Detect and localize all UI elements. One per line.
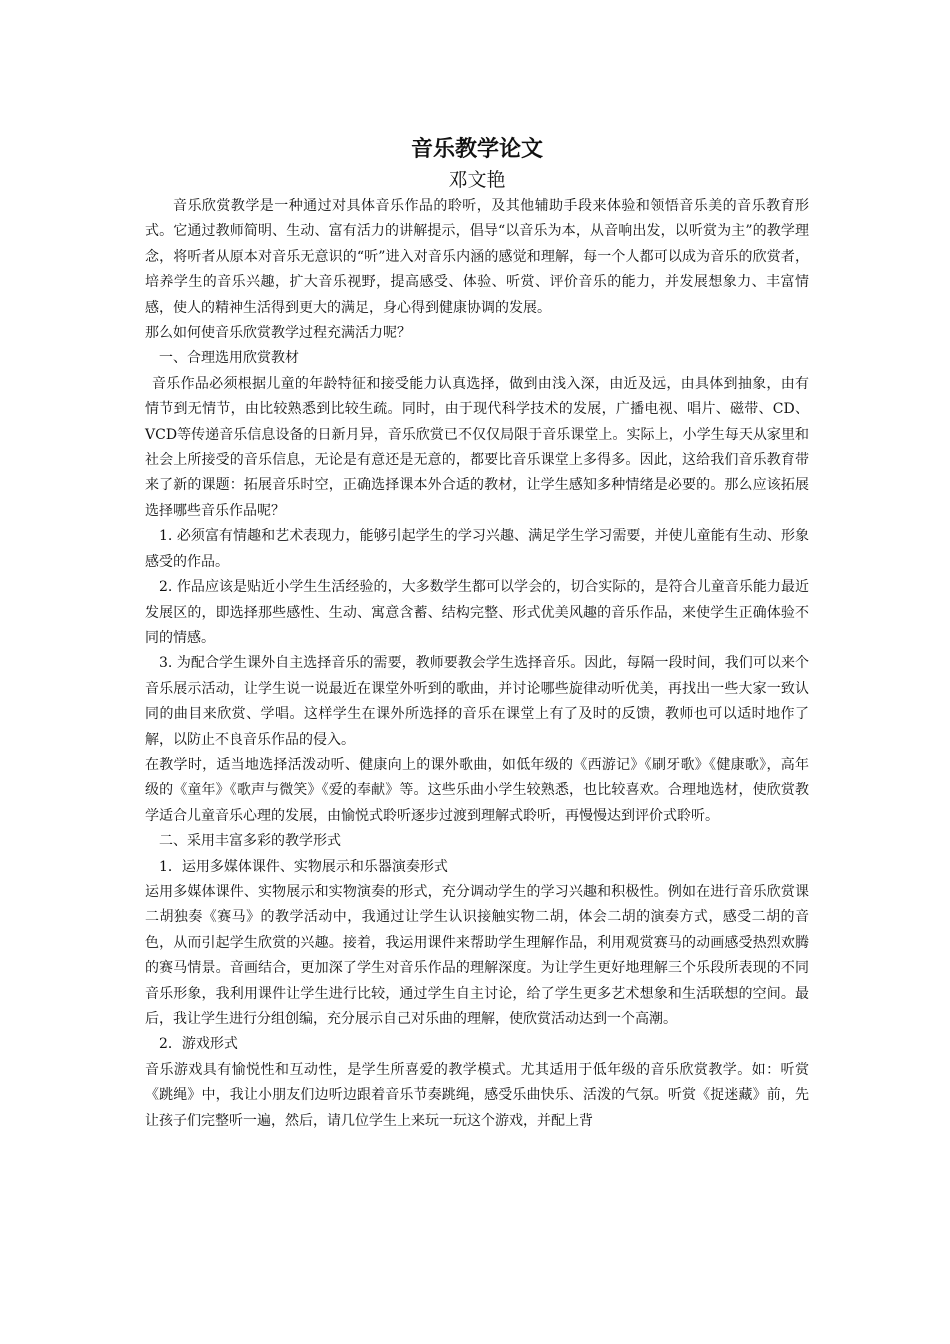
- list-item-3: 3. 为配合学生课外自主选择音乐的需要，教师要教会学生选择音乐。因此，每隔一段时间，我们可以来个音乐展示活动，让学生说一说最近在课堂外听到的歌曲，并讨论哪些旋律动听优美，再找出一些大家一致认同的曲目来欣赏、学唱。这样学生在课外所选择的音乐在课堂上有了及时的反馈，教师也可以适时地作了解，以防止不良音乐作品的侵入。: [145, 655, 809, 748]
- section-heading-2: 二、采用丰富多彩的教学形式: [159, 833, 341, 850]
- paragraph: 音乐游戏具有愉悦性和互动性，是学生所喜爱的教学模式。尤其适用于低年级的音乐欣赏教学。如：听赏《跳绳》中，我让小朋友们边听边跟着音乐节奏跳绳，感受乐曲快乐、活泼的气氛。听赏《捉迷藏》前，先让孩子们完整听一遍，然后，请几位学生上来玩一玩这个游戏，并配上背: [145, 1061, 809, 1129]
- paragraph: 运用多媒体课件、实物展示和实物演奏的形式，充分调动学生的学习兴趣和积极性。例如在进行音乐欣赏课二胡独奏《赛马》的教学活动中，我通过让学生认识接触实物二胡，体会二胡的演奏方式，感受二胡的音色，从而引起学生欣赏的兴趣。接着，我运用课件来帮助学生理解作品，利用观赏赛马的动画感受热烈欢腾的赛马情景。音画结合，更加深了学生对音乐作品的理解深度。为让学生更好地理解三个乐段所表现的不同音乐形象，我利用课件让学生进行比较，通过学生自主讨论，给了学生更多艺术想象和生活联想的空间。最后，我让学生进行分组创编，充分展示自己对乐曲的理解，使欣赏活动达到一个高潮。: [145, 883, 809, 1027]
- paragraph-intro: 音乐欣赏教学是一种通过对具体音乐作品的聆听，及其他辅助手段来体验和领悟音乐美的音乐教育形式。它通过教师简明、生动、富有活力的讲解提示，倡导“以音乐为本，从音响出发，以听赏为主”的教学理念，将听者从原本对音乐无意识的“听”进入对音乐内涵的感觉和理解，每一个人都可以成为音乐的欣赏者，培养学生的音乐兴趣，扩大音乐视野，提高感受、体验、听赏、评价音乐的能力，并发展想象力、丰富情感，使人的精神生活得到更大的满足，身心得到健康协调的发展。: [145, 198, 809, 316]
- document-author: 邓文艳: [448, 169, 506, 191]
- paragraph: 在教学时，适当地选择活泼动听、健康向上的课外歌曲，如低年级的《西游记》《刷牙歌》《健康歌》，高年级的《童年》《歌声与微笑》《爱的奉献》等。这些乐曲小学生较熟悉，也比较喜欢。合理地选材，使欣赏教学适合儿童音乐心理的发展，由愉悦式聆听逐步过渡到理解式聆听，再慢慢达到评价式聆听。: [145, 756, 809, 824]
- section-heading-1: 一、合理选用欣赏教材: [159, 350, 299, 367]
- subsection-heading-2: 2．游戏形式: [159, 1036, 238, 1053]
- list-item-1: 1. 必须富有情趣和艺术表现力，能够引起学生的学习兴趣、满足学生学习需要，并使儿童能有生动、形象感受的作品。: [145, 528, 809, 570]
- document-title: 音乐教学论文: [410, 137, 543, 162]
- list-item-2: 2. 作品应该是贴近小学生生活经验的，大多数学生都可以学会的，切合实际的，是符合儿童音乐能力最近发展区的，即选择那些感性、生动、寓意含蓄、结构完整、形式优美风趣的音乐作品，来使学生正确体验不同的情感。: [145, 579, 809, 646]
- subsection-heading-1: 1．运用多媒体课件、实物展示和乐器演奏形式: [159, 858, 448, 875]
- document-body: [145, 134, 809, 1134]
- paragraph: 音乐作品必须根据儿童的年龄特征和接受能力认真选择，做到由浅入深，由近及远，由具体到抽象，由有情节到无情节，由比较熟悉到比较生疏。同时，由于现代科学技术的发展，广播电视、唱片、磁带、CD、VCD等传递音乐信息设备的日新月异，音乐欣赏已不仅仅局限于音乐课堂上。实际上，小学生每天从家里和社会上所接受的音乐信息，无论是有意还是无意的，都要比音乐课堂上多得多。因此，这给我们音乐教育带来了新的课题：拓展音乐时空，正确选择课本外合适的教材，让学生感知多种情绪是必要的。那么应该拓展选择哪些音乐作品呢？: [145, 375, 809, 519]
- paragraph-question: 那么如何使音乐欣赏教学过程充满活力呢？: [145, 325, 411, 342]
